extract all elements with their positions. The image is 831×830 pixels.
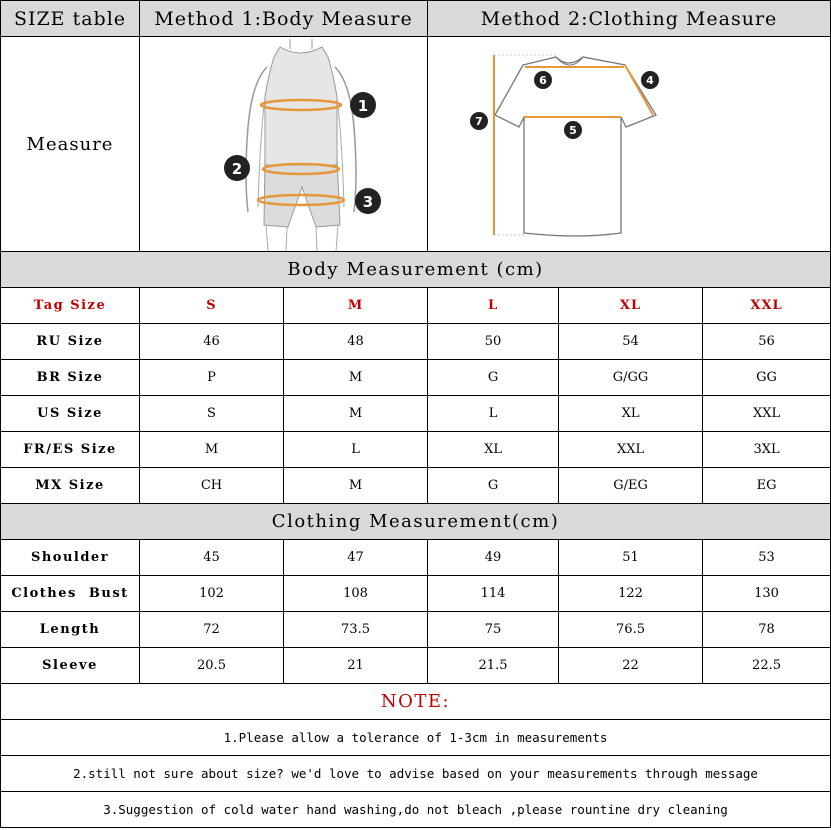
note-row: [1, 720, 831, 756]
tag-size-label: Tag Size: [1, 288, 140, 324]
row-label: US Size: [1, 396, 140, 432]
table-cell: 73.5: [284, 612, 428, 648]
table-cell: CH: [140, 468, 284, 504]
clothing-measurement-header: [1, 504, 831, 540]
table-cell: 48: [284, 324, 428, 360]
row-label: MX Size: [1, 468, 140, 504]
table-cell: 122: [559, 576, 703, 612]
method2-heading: Method 2:Clothing Measure: [428, 1, 831, 37]
note-item: 2.still not sure about size? we'd love to advise based on your measurements through message: [1, 756, 831, 792]
tshirt-measure-illustration: [428, 37, 771, 251]
table-cell: 21: [284, 648, 428, 684]
table-cell: L: [428, 396, 559, 432]
marker-6-label: 6: [539, 74, 547, 87]
table-cell: M: [284, 360, 428, 396]
table-cell: M: [284, 396, 428, 432]
table-cell: 76.5: [559, 612, 703, 648]
marker-7-label: 7: [475, 115, 483, 128]
note-row: [1, 756, 831, 792]
table-row: [1, 648, 831, 684]
table-cell: 72: [140, 612, 284, 648]
table-row: [1, 468, 831, 504]
row-label: BR Size: [1, 360, 140, 396]
table-cell: 20.5: [140, 648, 284, 684]
size-table-heading: SIZE table: [1, 1, 140, 37]
table-cell: 54: [559, 324, 703, 360]
row-label: Sleeve: [1, 648, 140, 684]
table-cell: G: [428, 468, 559, 504]
table-cell: M: [284, 468, 428, 504]
marker-4-label: 4: [646, 74, 654, 87]
table-cell: 53: [703, 540, 831, 576]
table-cell: G: [428, 360, 559, 396]
clothing-measurement-title: Clothing Measurement(cm): [1, 504, 831, 540]
table-cell: 75: [428, 612, 559, 648]
tag-size-cell: XXL: [703, 288, 831, 324]
table-cell: G/GG: [559, 360, 703, 396]
table-cell: G/EG: [559, 468, 703, 504]
illustration-row: [1, 37, 831, 252]
table-row: [1, 576, 831, 612]
clothing-illustration-cell: [428, 37, 831, 252]
table-cell: XL: [428, 432, 559, 468]
table-cell: XXL: [703, 396, 831, 432]
table-row: [1, 324, 831, 360]
body-measurement-header: [1, 252, 831, 288]
note-row: [1, 792, 831, 828]
table-cell: 49: [428, 540, 559, 576]
table-cell: 21.5: [428, 648, 559, 684]
body-measurement-title: Body Measurement (cm): [1, 252, 831, 288]
marker-1-label: 1: [357, 97, 369, 115]
table-cell: P: [140, 360, 284, 396]
tag-size-row: [1, 288, 831, 324]
table-cell: 45: [140, 540, 284, 576]
marker-3-label: 3: [362, 193, 374, 211]
table-cell: XL: [559, 396, 703, 432]
table-row: [1, 540, 831, 576]
tag-size-cell: M: [284, 288, 428, 324]
table-cell: GG: [703, 360, 831, 396]
table-row: [1, 432, 831, 468]
method1-heading: Method 1:Body Measure: [140, 1, 428, 37]
note-title: NOTE:: [1, 684, 831, 720]
note-item: 3.Suggestion of cold water hand washing,do not bleach ,please rountine dry cleaning: [1, 792, 831, 828]
table-cell: 114: [428, 576, 559, 612]
row-label: FR/ES Size: [1, 432, 140, 468]
table-cell: 56: [703, 324, 831, 360]
note-item: 1.Please allow a tolerance of 1-3cm in measurements: [1, 720, 831, 756]
table-row: [1, 396, 831, 432]
table-header-row: [1, 1, 831, 37]
table-cell: 3XL: [703, 432, 831, 468]
marker-2-label: 2: [231, 160, 243, 178]
table-cell: 108: [284, 576, 428, 612]
note-header-row: [1, 684, 831, 720]
table-cell: 78: [703, 612, 831, 648]
row-label: Clothes Bust: [1, 576, 140, 612]
tag-size-cell: XL: [559, 288, 703, 324]
table-cell: 46: [140, 324, 284, 360]
table-cell: 51: [559, 540, 703, 576]
table-cell: M: [140, 432, 284, 468]
tag-size-cell: L: [428, 288, 559, 324]
table-cell: 47: [284, 540, 428, 576]
row-label: Length: [1, 612, 140, 648]
marker-5-label: 5: [569, 124, 577, 137]
measure-label: Measure: [1, 37, 140, 252]
table-cell: 50: [428, 324, 559, 360]
table-cell: 22: [559, 648, 703, 684]
table-cell: EG: [703, 468, 831, 504]
table-cell: 102: [140, 576, 284, 612]
table-row: [1, 360, 831, 396]
table-row: [1, 612, 831, 648]
table-cell: 130: [703, 576, 831, 612]
row-label: Shoulder: [1, 540, 140, 576]
tag-size-cell: S: [140, 288, 284, 324]
table-cell: S: [140, 396, 284, 432]
row-label: RU Size: [1, 324, 140, 360]
table-cell: 22.5: [703, 648, 831, 684]
table-cell: XXL: [559, 432, 703, 468]
body-illustration-cell: [140, 37, 428, 252]
table-cell: L: [284, 432, 428, 468]
